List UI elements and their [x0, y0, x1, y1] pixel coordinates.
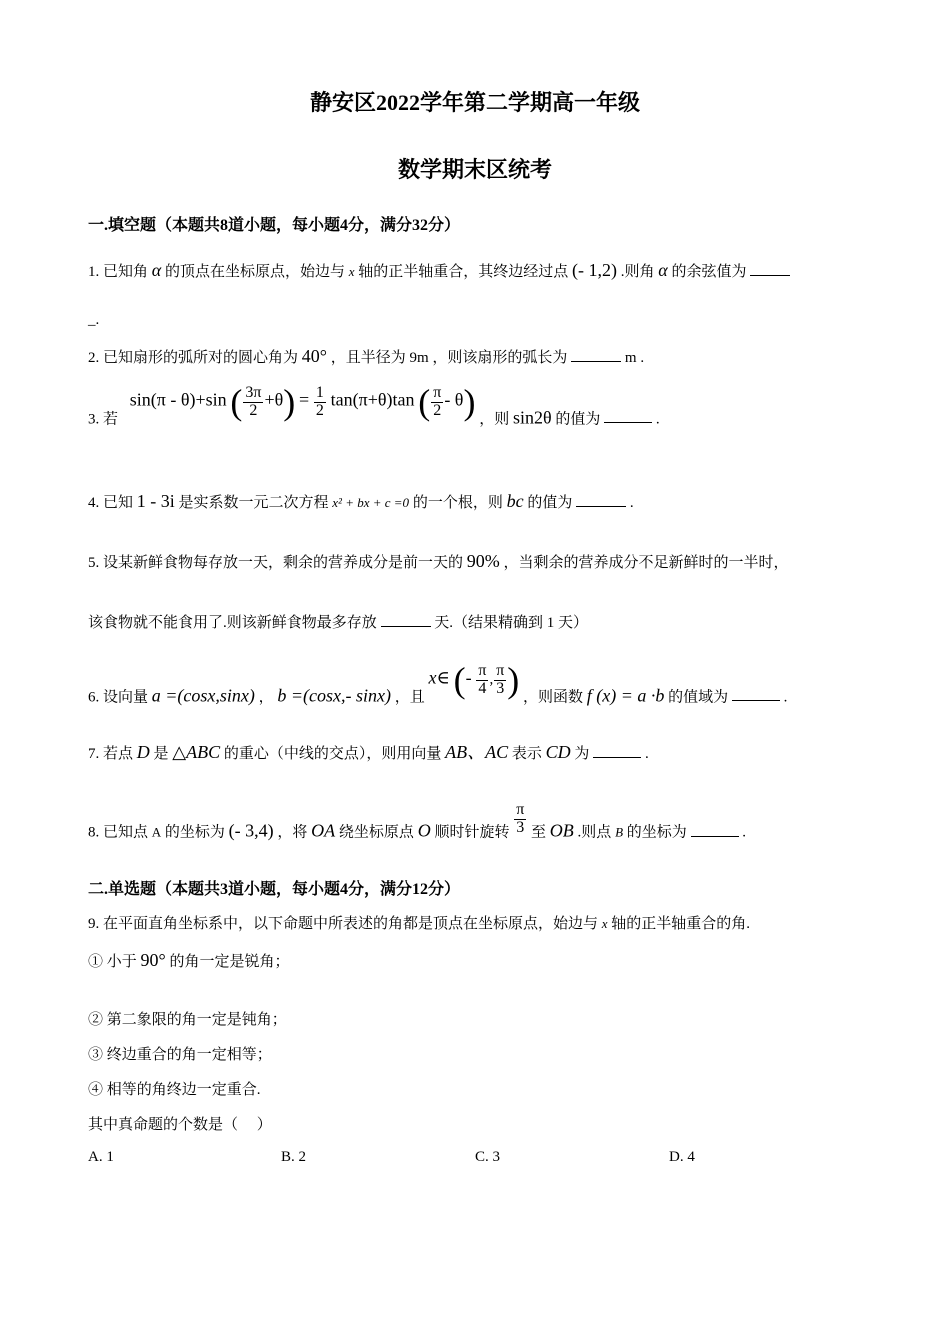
- option-d[interactable]: D. 4: [669, 1149, 695, 1165]
- answer-blank[interactable]: [691, 822, 739, 837]
- q9-statement-4: ④ 相等的角终边一定重合.: [88, 1082, 261, 1098]
- option-b[interactable]: B. 2: [281, 1149, 307, 1165]
- q9-statement-2: ② 第二象限的角一定是钝角；: [88, 1012, 287, 1028]
- answer-blank[interactable]: [571, 347, 621, 362]
- q9-question: 其中真命题的个数是（ ）: [88, 1117, 272, 1133]
- option-c[interactable]: C. 3: [475, 1149, 501, 1165]
- answer-blank[interactable]: [593, 743, 641, 758]
- question-5: 5. 设某新鲜食物每存放一天，剩余的营养成分是前一天的 90% ，当剩余的营养成分不足新鲜时的一半时，: [88, 551, 789, 571]
- question-1-continuation: _.: [88, 312, 100, 328]
- x-range: x∈ (- $\frac{\pi}{4}$ , $\frac{\pi}{3}$ ): [428, 660, 520, 700]
- question-2: 2. 已知扇形的弧所对的圆心角为 40° ，且半径为 9m ，则该扇形的弧长为 m .: [88, 346, 645, 366]
- question-3: 3. 若 sin(π - θ)+sin ( $\frac{3\pi}{2}$ +θ) = $\frac{1}{2}$ tan(π+θ)tan ( $\frac{\pi}{2}$ - θ) ，则 sin2θ 的值为 .: [88, 382, 660, 428]
- option-a[interactable]: A. 1: [88, 1149, 114, 1165]
- answer-blank[interactable]: [732, 686, 780, 701]
- section2-heading: 二.单选题（本题共3道小题，每小题4分，满分12分）: [88, 881, 461, 898]
- answer-blank[interactable]: [576, 492, 626, 507]
- question-5-line2: 该食物就不能食用了.则该新鲜食物最多存放 天.（结果精确到 1 天）: [88, 611, 588, 632]
- question-6: 6. 设向量 a =(cosx,sinx) ， b =(cosx,- sinx) ，且 x∈ (- $\frac{\pi}{4}$ , $\frac{\pi}{3}$ ) ，则函数 f (x) = a ·b 的值域为 .: [88, 660, 788, 706]
- exam-title-line2: 数学期末区统考: [397, 157, 552, 182]
- question-8: 8. 已知点 A 的坐标为 (- 3,4) ，将 OA 绕坐标原点 O 顺时针旋转 $\frac{\pi}{3}$ 至 OB .则点 B 的坐标为 .: [88, 801, 747, 841]
- q3-equation: sin(π - θ)+sin ( $\frac{3\pi}{2}$ +θ) = $\frac{1}{2}$ tan(π+θ)tan ( $\frac{\pi}{2}$ - θ): [129, 382, 476, 422]
- exam-title-line1: 静安区2022学年第二学期高一年级: [309, 90, 640, 115]
- question-4: 4. 已知 1 - 3i 是实系数一元二次方程 x² + bx + c =0 的一个根，则 bc 的值为 .: [88, 491, 634, 511]
- q9-statement-3: ③ 终边重合的角一定相等；: [88, 1047, 272, 1063]
- question-9-stem: 9. 在平面直角坐标系中，以下命题中所表述的角都是顶点在坐标原点，始边与 x 轴的正半轴重合的角.: [88, 916, 751, 932]
- answer-blank[interactable]: [381, 612, 431, 627]
- answer-blank[interactable]: [604, 408, 652, 423]
- q9-statement-1: ① 小于 90° 的角一定是锐角；: [88, 950, 290, 970]
- point-coordinates: (- 1,2): [572, 260, 618, 280]
- question-1: 1. 已知角 α 的顶点在坐标原点，始边与 x 轴的正半轴重合，其终边经过点 (- 1,2) .则角 α 的余弦值为: [88, 260, 790, 281]
- question-7: 7. 若点 D 是 △ABC 的重心（中线的交点），则用向量 AB、AC 表示 CD 为 .: [88, 742, 649, 762]
- section1-heading: 一.填空题（本题共8道小题，每小题4分，满分32分）: [88, 217, 461, 234]
- answer-blank[interactable]: [750, 261, 790, 276]
